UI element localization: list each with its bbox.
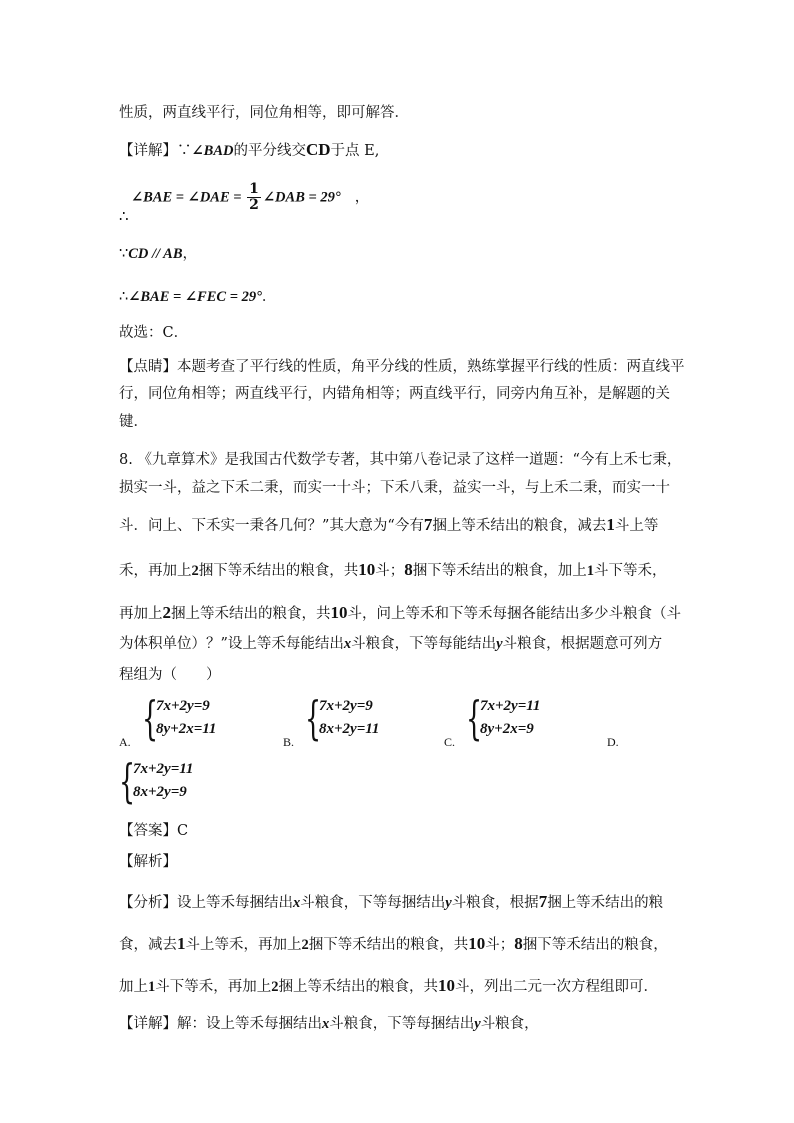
- text-span: 斗．问上、下禾实一秉各几何？”其大意为“今有: [119, 518, 424, 534]
- text-span: 加上: [119, 979, 148, 995]
- option-a-system: [142, 691, 217, 745]
- segment-cd: CD: [305, 140, 331, 159]
- number: 8: [514, 934, 523, 953]
- text-span: 捆下等禾结出的粮食，加上: [412, 563, 587, 579]
- text-span: 捆上等禾结出的粮食，减去: [432, 518, 607, 534]
- text-span: 斗；: [375, 563, 405, 579]
- text-span: 食，减去: [119, 937, 177, 953]
- variable-x: x: [322, 1016, 330, 1032]
- number: 1: [148, 979, 156, 995]
- text-span: 为体积单位）？”设上等禾每能结出: [119, 636, 344, 652]
- variable-y: y: [445, 895, 452, 911]
- text-span: 捆上等禾结出的粮: [547, 895, 664, 911]
- therefore-symbol: ∴: [119, 289, 129, 305]
- text-span: ，: [182, 246, 197, 262]
- question-line-2: 损实一斗，益之下禾二秉，而实一十斗；下禾八秉，益实一斗，与上禾二秉，而实一十: [119, 480, 670, 496]
- number: 1: [606, 515, 615, 534]
- equation-line-angle-bisector: [119, 182, 369, 213]
- text-span: 再加上: [119, 606, 163, 622]
- option-a-label: A.: [119, 735, 131, 749]
- analysis-heading: 【解析】: [119, 854, 177, 870]
- variable-y: y: [474, 1016, 481, 1032]
- equation: 8y+2x=9: [480, 721, 534, 737]
- question-line-4: [119, 560, 667, 581]
- equation-line-parallel: [119, 244, 197, 264]
- option-d-label: D.: [607, 735, 619, 749]
- option-b-label: B.: [283, 735, 295, 749]
- equation: 8y+2x=11: [156, 721, 217, 737]
- text-span: 斗粮食，下等每能结出: [351, 636, 497, 652]
- text-span: 斗粮食，: [480, 1016, 539, 1032]
- text-span: 斗，列出二元一次方程组即可．: [455, 979, 658, 995]
- angle-bad: ∠BAD: [191, 143, 234, 159]
- choice-line: 故选：C．: [119, 325, 189, 341]
- text-span: ．: [261, 289, 277, 305]
- text-span: 禾，再加上: [119, 563, 192, 579]
- equation: 7x+2y=9: [156, 698, 210, 714]
- text-span: 捆下等禾结出的粮食，: [522, 937, 668, 953]
- number: 2: [191, 563, 199, 579]
- text-span: 【分析】设上等禾每捆结出: [119, 895, 293, 911]
- question-line-3: [119, 515, 658, 536]
- text-span: 斗，问上等禾和下等禾每捆各能结出多少斗粮食（斗: [347, 606, 681, 622]
- equation-part: ∠DAB = 29°: [262, 189, 341, 206]
- number: 2: [301, 937, 309, 953]
- equation: 7x+2y=11: [133, 761, 194, 777]
- question-line-1: 8. 《九章算术》是我国古代数学专著，其中第八卷记录了这样一道题：“今有上禾七秉，: [119, 452, 682, 468]
- text-span: 斗上等: [614, 518, 659, 534]
- number: 10: [358, 560, 376, 579]
- equation: 8x+2y=11: [319, 721, 380, 737]
- text-span: 斗上等禾，再加上: [185, 937, 302, 953]
- detail-heading: 【详解】∵: [119, 143, 192, 159]
- text-span: 捆上等禾结出的粮食，共: [171, 606, 331, 622]
- number: 1: [177, 934, 186, 953]
- comment-line-2: 行，同位角相等；两直线平行，内错角相等；两直线平行，同旁内角互补，是解题的关: [119, 386, 670, 402]
- equation: 7x+2y=11: [480, 698, 541, 714]
- text-span: 斗粮食，下等每捆结出: [329, 1016, 475, 1032]
- option-c-label: C.: [444, 735, 456, 749]
- variable-y: y: [496, 636, 503, 652]
- text-span: 捆下等禾结出的粮食，共: [198, 563, 359, 579]
- text-span: ，: [354, 189, 370, 206]
- number: 10: [330, 603, 348, 622]
- text-span: 斗；: [485, 937, 515, 953]
- equation-part: ∠BAE = ∠FEC = 29°: [128, 289, 262, 305]
- number: 10: [438, 976, 455, 995]
- text-span: 的平分线交: [233, 143, 306, 159]
- number: 2: [271, 979, 279, 995]
- number: 7: [538, 892, 548, 911]
- number: 1: [586, 563, 594, 579]
- text-span: 于点 E,: [330, 143, 380, 159]
- fraction-numerator: 1: [249, 181, 259, 197]
- brace-icon: {: [305, 691, 322, 745]
- text-span: 【详解】解：设上等禾每捆结出: [119, 1016, 322, 1032]
- number: 7: [423, 515, 433, 534]
- equation-part: CD // AB: [128, 246, 183, 262]
- brace-icon: {: [142, 691, 159, 745]
- brace-icon: {: [119, 754, 136, 808]
- question-line-6: [119, 634, 662, 654]
- number: 8: [404, 560, 413, 579]
- fraction-one-half: [247, 182, 261, 213]
- therefore-symbol: ∴: [119, 207, 129, 225]
- analysis-line-2: [119, 934, 668, 955]
- option-c-system: [466, 691, 541, 745]
- fraction-denominator: 2: [249, 197, 259, 213]
- question-line-7: 程组为（ ）: [119, 667, 221, 683]
- equation-part: ∠BAE = ∠DAE =: [131, 189, 246, 206]
- option-d-system: [119, 754, 194, 808]
- variable-x: x: [343, 636, 352, 652]
- option-b-system: [305, 691, 380, 745]
- number: 2: [162, 603, 171, 622]
- equation: 8x+2y=9: [133, 784, 187, 800]
- text-span: 斗下等禾，再加上: [155, 979, 272, 995]
- text-span: 斗下等禾，: [594, 563, 667, 579]
- text-span: 斗粮食，根据题意可列方: [502, 636, 663, 652]
- question-line-5: [119, 603, 681, 624]
- answer-line: 【答案】C: [119, 823, 189, 839]
- text-span: 斗粮食，根据: [451, 895, 539, 911]
- comment-line-1: 【点睛】本题考查了平行线的性质，角平分线的性质，熟练掌握平行线的性质：两直线平: [119, 359, 685, 375]
- variable-x: x: [293, 895, 301, 911]
- brace-icon: {: [466, 691, 483, 745]
- equation-line-result: [119, 287, 276, 307]
- because-symbol: ∵: [119, 246, 129, 262]
- text-span: 捆上等禾结出的粮食，共: [278, 979, 438, 995]
- equation: 7x+2y=9: [319, 698, 373, 714]
- detail-line-1: [119, 140, 379, 161]
- detail-line-2: [119, 1014, 539, 1034]
- text-span: 斗粮食，下等每捆结出: [300, 895, 446, 911]
- text-line-1: 性质，两直线平行，同位角相等，即可解答．: [119, 105, 409, 121]
- analysis-line-3: [119, 976, 658, 997]
- analysis-line-1: [119, 892, 663, 913]
- comment-line-3: 键．: [119, 414, 148, 430]
- text-span: 捆下等禾结出的粮食，共: [308, 937, 469, 953]
- number: 10: [468, 934, 486, 953]
